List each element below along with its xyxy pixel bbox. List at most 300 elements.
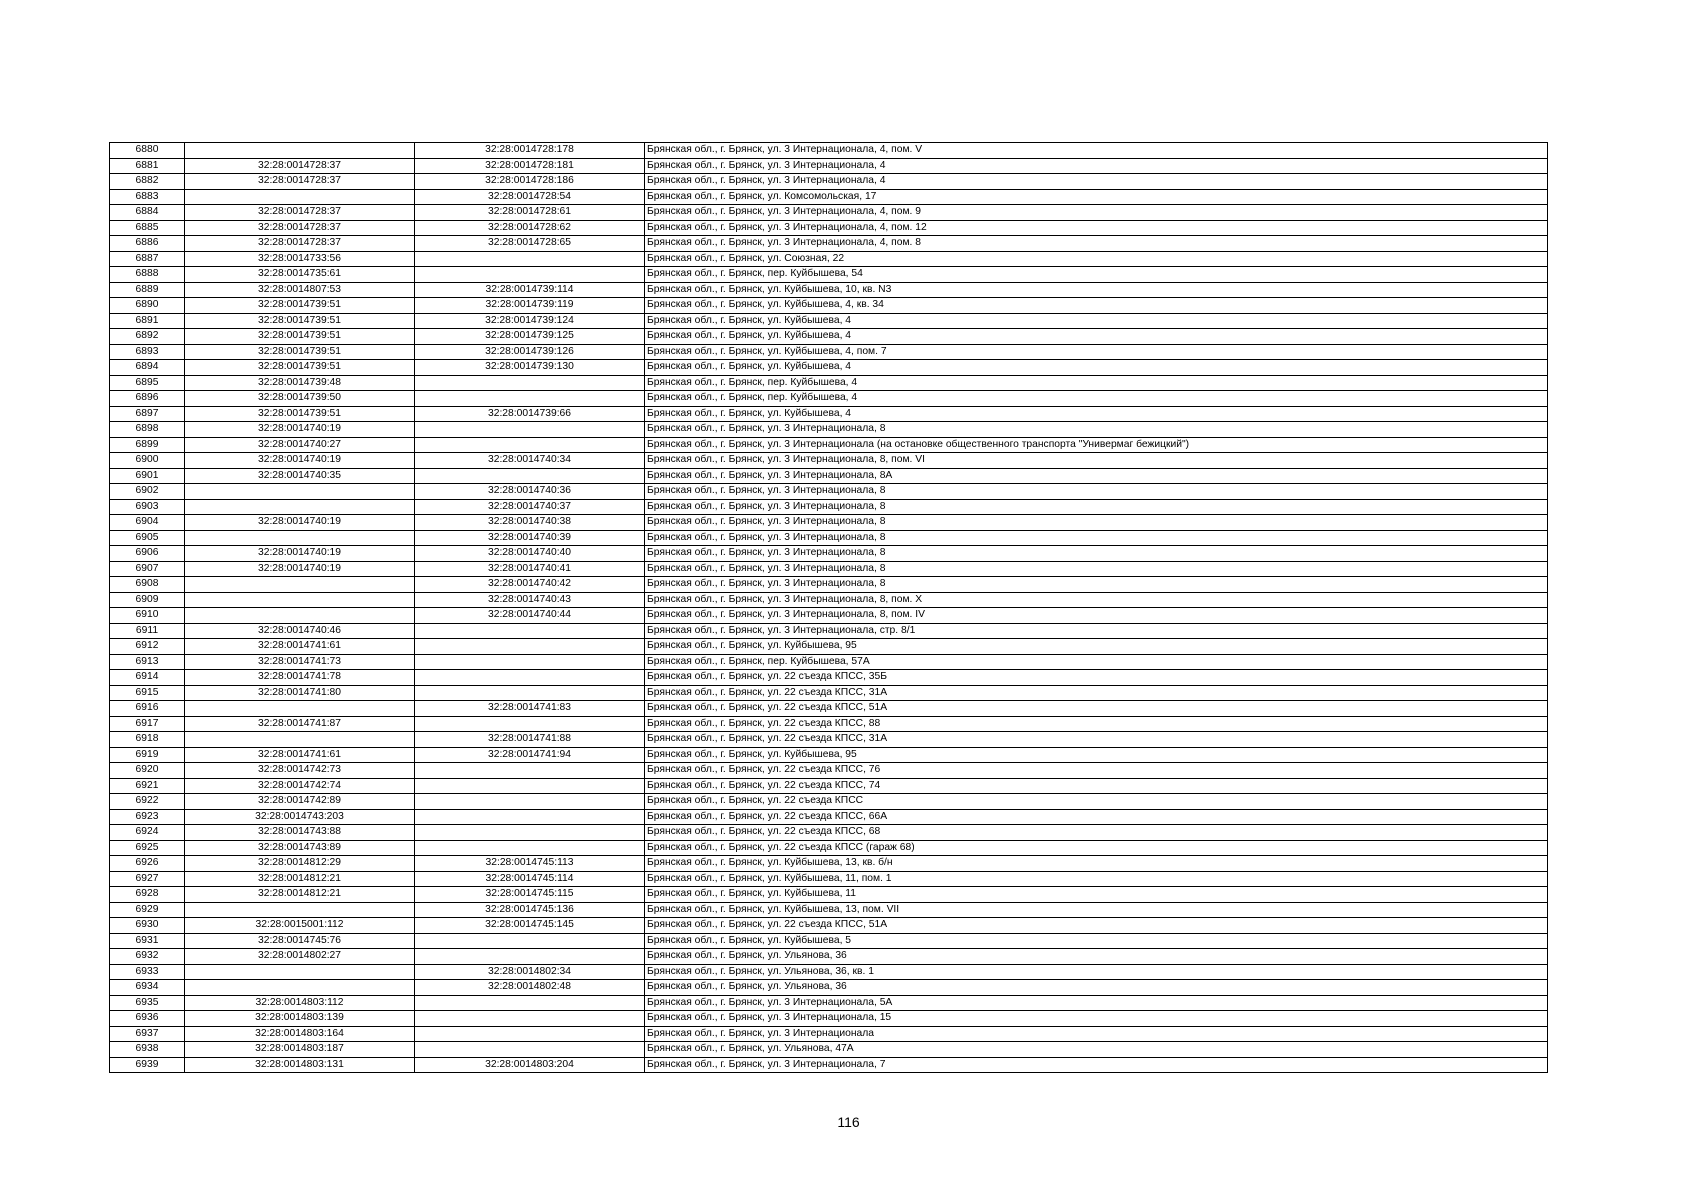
address-cell: Брянская обл., г. Брянск, ул. 3 Интернационала, 8 bbox=[645, 422, 1548, 438]
parent-cadastral-number-cell bbox=[185, 964, 415, 980]
parent-cadastral-number-cell: 32:28:0014742:73 bbox=[185, 763, 415, 779]
table-row bbox=[110, 980, 1548, 996]
table-row bbox=[110, 918, 1548, 934]
table-row bbox=[110, 701, 1548, 717]
parent-cadastral-number-cell: 32:28:0014807:53 bbox=[185, 282, 415, 298]
row-number-cell: 6928 bbox=[110, 887, 185, 903]
table-row bbox=[110, 546, 1548, 562]
cadastral-number-cell: 32:28:0014740:42 bbox=[415, 577, 645, 593]
table-row bbox=[110, 732, 1548, 748]
row-number-cell: 6888 bbox=[110, 267, 185, 283]
parent-cadastral-number-cell: 32:28:0014739:51 bbox=[185, 406, 415, 422]
table-row bbox=[110, 1042, 1548, 1058]
row-number-cell: 6924 bbox=[110, 825, 185, 841]
address-cell: Брянская обл., г. Брянск, ул. 3 Интернационала, 4 bbox=[645, 158, 1548, 174]
row-number-cell: 6903 bbox=[110, 499, 185, 515]
cadastral-number-cell: 32:28:0014739:119 bbox=[415, 298, 645, 314]
table-row bbox=[110, 825, 1548, 841]
row-number-cell: 6885 bbox=[110, 220, 185, 236]
parent-cadastral-number-cell: 32:28:0014740:19 bbox=[185, 515, 415, 531]
cadastral-number-cell bbox=[415, 933, 645, 949]
address-cell: Брянская обл., г. Брянск, ул. 3 Интернационала, 8, пом. VI bbox=[645, 453, 1548, 469]
page-number: 116 bbox=[837, 1114, 860, 1130]
address-cell: Брянская обл., г. Брянск, ул. 3 Интернационала, 4, пом. 12 bbox=[645, 220, 1548, 236]
cadastral-number-cell: 32:28:0014802:48 bbox=[415, 980, 645, 996]
cadastral-number-cell bbox=[415, 716, 645, 732]
cadastral-number-cell: 32:28:0014741:83 bbox=[415, 701, 645, 717]
address-cell: Брянская обл., г. Брянск, ул. Ульянова, 36 bbox=[645, 980, 1548, 996]
address-cell: Брянская обл., г. Брянск, ул. 3 Интернационала, 4, пом. V bbox=[645, 143, 1548, 159]
row-number-cell: 6899 bbox=[110, 437, 185, 453]
cadastral-number-cell: 32:28:0014739:124 bbox=[415, 313, 645, 329]
parent-cadastral-number-cell bbox=[185, 530, 415, 546]
address-cell: Брянская обл., г. Брянск, ул. 3 Интернационала, 4 bbox=[645, 174, 1548, 190]
address-cell: Брянская обл., г. Брянск, ул. 3 Интернационала, 15 bbox=[645, 1011, 1548, 1027]
cadastral-number-cell: 32:28:0014728:181 bbox=[415, 158, 645, 174]
table-row bbox=[110, 499, 1548, 515]
parent-cadastral-number-cell bbox=[185, 732, 415, 748]
address-cell: Брянская обл., г. Брянск, ул. Куйбышева, 10, кв. N3 bbox=[645, 282, 1548, 298]
cadastral-number-cell bbox=[415, 778, 645, 794]
address-cell: Брянская обл., г. Брянск, ул. 3 Интернационала, 8 bbox=[645, 577, 1548, 593]
parent-cadastral-number-cell: 32:28:0014742:89 bbox=[185, 794, 415, 810]
table-row bbox=[110, 747, 1548, 763]
parent-cadastral-number-cell: 32:28:0014802:27 bbox=[185, 949, 415, 965]
table-row bbox=[110, 530, 1548, 546]
row-number-cell: 6893 bbox=[110, 344, 185, 360]
table-row bbox=[110, 685, 1548, 701]
address-cell: Брянская обл., г. Брянск, ул. 22 съезда КПСС, 88 bbox=[645, 716, 1548, 732]
parent-cadastral-number-cell bbox=[185, 499, 415, 515]
address-cell: Брянская обл., г. Брянск, ул. 22 съезда КПСС, 31А bbox=[645, 685, 1548, 701]
table-row bbox=[110, 329, 1548, 345]
parent-cadastral-number-cell: 32:28:0014739:51 bbox=[185, 329, 415, 345]
parent-cadastral-number-cell: 32:28:0015001:112 bbox=[185, 918, 415, 934]
address-cell: Брянская обл., г. Брянск, ул. 22 съезда КПСС, 31А bbox=[645, 732, 1548, 748]
cadastral-number-cell bbox=[415, 763, 645, 779]
parent-cadastral-number-cell bbox=[185, 484, 415, 500]
cadastral-number-cell bbox=[415, 422, 645, 438]
row-number-cell: 6900 bbox=[110, 453, 185, 469]
parent-cadastral-number-cell: 32:28:0014740:35 bbox=[185, 468, 415, 484]
cadastral-number-cell: 32:28:0014740:43 bbox=[415, 592, 645, 608]
table-row bbox=[110, 158, 1548, 174]
cadastral-number-cell: 32:28:0014745:145 bbox=[415, 918, 645, 934]
row-number-cell: 6939 bbox=[110, 1057, 185, 1073]
table-row bbox=[110, 887, 1548, 903]
row-number-cell: 6926 bbox=[110, 856, 185, 872]
table-row bbox=[110, 561, 1548, 577]
parent-cadastral-number-cell: 32:28:0014803:187 bbox=[185, 1042, 415, 1058]
parent-cadastral-number-cell: 32:28:0014741:61 bbox=[185, 639, 415, 655]
table-row bbox=[110, 468, 1548, 484]
row-number-cell: 6892 bbox=[110, 329, 185, 345]
row-number-cell: 6932 bbox=[110, 949, 185, 965]
address-cell: Брянская обл., г. Брянск, ул. 3 Интернационала, 4, пом. 8 bbox=[645, 236, 1548, 252]
cadastral-number-cell bbox=[415, 1042, 645, 1058]
parent-cadastral-number-cell: 32:28:0014741:87 bbox=[185, 716, 415, 732]
address-cell: Брянская обл., г. Брянск, ул. Куйбышева, 4 bbox=[645, 329, 1548, 345]
cadastral-number-cell bbox=[415, 468, 645, 484]
address-cell: Брянская обл., г. Брянск, ул. Ульянова, 47А bbox=[645, 1042, 1548, 1058]
row-number-cell: 6925 bbox=[110, 840, 185, 856]
cadastral-number-cell bbox=[415, 639, 645, 655]
table-row bbox=[110, 406, 1548, 422]
table-row bbox=[110, 236, 1548, 252]
cadastral-number-cell: 32:28:0014741:88 bbox=[415, 732, 645, 748]
table-row bbox=[110, 639, 1548, 655]
parent-cadastral-number-cell: 32:28:0014739:51 bbox=[185, 298, 415, 314]
parent-cadastral-number-cell: 32:28:0014740:19 bbox=[185, 422, 415, 438]
address-cell: Брянская обл., г. Брянск, ул. Куйбышева, 4 bbox=[645, 313, 1548, 329]
parent-cadastral-number-cell: 32:28:0014740:46 bbox=[185, 623, 415, 639]
cadastral-number-cell: 32:28:0014728:61 bbox=[415, 205, 645, 221]
address-cell: Брянская обл., г. Брянск, ул. 22 съезда КПСС, 66А bbox=[645, 809, 1548, 825]
address-cell: Брянская обл., г. Брянск, ул. Куйбышева, 4, кв. 34 bbox=[645, 298, 1548, 314]
row-number-cell: 6931 bbox=[110, 933, 185, 949]
row-number-cell: 6922 bbox=[110, 794, 185, 810]
table-row bbox=[110, 763, 1548, 779]
row-number-cell: 6930 bbox=[110, 918, 185, 934]
row-number-cell: 6938 bbox=[110, 1042, 185, 1058]
cadastral-number-cell bbox=[415, 995, 645, 1011]
parent-cadastral-number-cell: 32:28:0014812:29 bbox=[185, 856, 415, 872]
table-row bbox=[110, 933, 1548, 949]
address-cell: Брянская обл., г. Брянск, ул. Комсомольская, 17 bbox=[645, 189, 1548, 205]
address-cell: Брянская обл., г. Брянск, ул. 3 Интернационала, стр. 8/1 bbox=[645, 623, 1548, 639]
parent-cadastral-number-cell: 32:28:0014739:51 bbox=[185, 344, 415, 360]
cadastral-number-cell: 32:28:0014728:65 bbox=[415, 236, 645, 252]
table-row bbox=[110, 809, 1548, 825]
parent-cadastral-number-cell: 32:28:0014739:51 bbox=[185, 360, 415, 376]
row-number-cell: 6881 bbox=[110, 158, 185, 174]
row-number-cell: 6882 bbox=[110, 174, 185, 190]
row-number-cell: 6891 bbox=[110, 313, 185, 329]
row-number-cell: 6895 bbox=[110, 375, 185, 391]
address-cell: Брянская обл., г. Брянск, ул. 3 Интернационала, 8 bbox=[645, 530, 1548, 546]
parent-cadastral-number-cell bbox=[185, 189, 415, 205]
parent-cadastral-number-cell: 32:28:0014740:19 bbox=[185, 546, 415, 562]
cadastral-number-cell: 32:28:0014740:37 bbox=[415, 499, 645, 515]
parent-cadastral-number-cell: 32:28:0014740:19 bbox=[185, 453, 415, 469]
cadastral-number-cell: 32:28:0014745:114 bbox=[415, 871, 645, 887]
table-row bbox=[110, 654, 1548, 670]
cadastral-number-cell: 32:28:0014740:40 bbox=[415, 546, 645, 562]
cadastral-number-cell: 32:28:0014740:41 bbox=[415, 561, 645, 577]
table-row bbox=[110, 143, 1548, 159]
row-number-cell: 6883 bbox=[110, 189, 185, 205]
parent-cadastral-number-cell: 32:28:0014803:112 bbox=[185, 995, 415, 1011]
address-cell: Брянская обл., г. Брянск, ул. Куйбышева, 13, пом. VII bbox=[645, 902, 1548, 918]
row-number-cell: 6912 bbox=[110, 639, 185, 655]
row-number-cell: 6937 bbox=[110, 1026, 185, 1042]
parent-cadastral-number-cell: 32:28:0014741:73 bbox=[185, 654, 415, 670]
address-cell: Брянская обл., г. Брянск, ул. 3 Интернационала, 4, пом. 9 bbox=[645, 205, 1548, 221]
table-row bbox=[110, 437, 1548, 453]
row-number-cell: 6890 bbox=[110, 298, 185, 314]
parent-cadastral-number-cell: 32:28:0014739:48 bbox=[185, 375, 415, 391]
table-row bbox=[110, 375, 1548, 391]
property-table bbox=[109, 142, 1548, 1073]
cadastral-number-cell: 32:28:0014745:115 bbox=[415, 887, 645, 903]
row-number-cell: 6921 bbox=[110, 778, 185, 794]
address-cell: Брянская обл., г. Брянск, ул. Куйбышева, 95 bbox=[645, 639, 1548, 655]
address-cell: Брянская обл., г. Брянск, пер. Куйбышева, 54 bbox=[645, 267, 1548, 283]
address-cell: Брянская обл., г. Брянск, ул. Союзная, 22 bbox=[645, 251, 1548, 267]
row-number-cell: 6910 bbox=[110, 608, 185, 624]
row-number-cell: 6886 bbox=[110, 236, 185, 252]
property-table-body bbox=[110, 143, 1548, 1073]
address-cell: Брянская обл., г. Брянск, ул. 22 съезда КПСС, 74 bbox=[645, 778, 1548, 794]
address-cell: Брянская обл., г. Брянск, пер. Куйбышева, 4 bbox=[645, 391, 1548, 407]
table-row bbox=[110, 267, 1548, 283]
table-row bbox=[110, 391, 1548, 407]
cadastral-number-cell: 32:28:0014740:34 bbox=[415, 453, 645, 469]
table-row bbox=[110, 453, 1548, 469]
address-cell: Брянская обл., г. Брянск, ул. Ульянова, 36 bbox=[645, 949, 1548, 965]
row-number-cell: 6906 bbox=[110, 546, 185, 562]
table-row bbox=[110, 840, 1548, 856]
parent-cadastral-number-cell bbox=[185, 980, 415, 996]
row-number-cell: 6914 bbox=[110, 670, 185, 686]
row-number-cell: 6936 bbox=[110, 1011, 185, 1027]
row-number-cell: 6918 bbox=[110, 732, 185, 748]
address-cell: Брянская обл., г. Брянск, ул. Куйбышева, 13, кв. б/н bbox=[645, 856, 1548, 872]
address-cell: Брянская обл., г. Брянск, ул. Куйбышева, 5 bbox=[645, 933, 1548, 949]
cadastral-number-cell bbox=[415, 1011, 645, 1027]
parent-cadastral-number-cell: 32:28:0014739:51 bbox=[185, 313, 415, 329]
table-row bbox=[110, 623, 1548, 639]
address-cell: Брянская обл., г. Брянск, ул. 3 Интернационала, 8 bbox=[645, 515, 1548, 531]
cadastral-number-cell bbox=[415, 623, 645, 639]
row-number-cell: 6929 bbox=[110, 902, 185, 918]
parent-cadastral-number-cell: 32:28:0014743:88 bbox=[185, 825, 415, 841]
row-number-cell: 6934 bbox=[110, 980, 185, 996]
table-row bbox=[110, 592, 1548, 608]
table-row bbox=[110, 282, 1548, 298]
cadastral-number-cell: 32:28:0014739:114 bbox=[415, 282, 645, 298]
address-cell: Брянская обл., г. Брянск, ул. 3 Интернационала, 7 bbox=[645, 1057, 1548, 1073]
parent-cadastral-number-cell: 32:28:0014803:131 bbox=[185, 1057, 415, 1073]
cadastral-number-cell: 32:28:0014728:62 bbox=[415, 220, 645, 236]
row-number-cell: 6916 bbox=[110, 701, 185, 717]
table-row bbox=[110, 251, 1548, 267]
table-row bbox=[110, 220, 1548, 236]
row-number-cell: 6901 bbox=[110, 468, 185, 484]
cadastral-number-cell: 32:28:0014728:186 bbox=[415, 174, 645, 190]
cadastral-number-cell bbox=[415, 685, 645, 701]
address-cell: Брянская обл., г. Брянск, ул. Куйбышева, 4, пом. 7 bbox=[645, 344, 1548, 360]
table-row bbox=[110, 856, 1548, 872]
cadastral-number-cell: 32:28:0014740:38 bbox=[415, 515, 645, 531]
row-number-cell: 6904 bbox=[110, 515, 185, 531]
address-cell: Брянская обл., г. Брянск, ул. 3 Интернационала, 5А bbox=[645, 995, 1548, 1011]
address-cell: Брянская обл., г. Брянск, ул. 22 съезда КПСС, 68 bbox=[645, 825, 1548, 841]
address-cell: Брянская обл., г. Брянск, ул. Куйбышева, 11 bbox=[645, 887, 1548, 903]
table-row bbox=[110, 577, 1548, 593]
table-row bbox=[110, 313, 1548, 329]
row-number-cell: 6909 bbox=[110, 592, 185, 608]
row-number-cell: 6887 bbox=[110, 251, 185, 267]
parent-cadastral-number-cell bbox=[185, 902, 415, 918]
parent-cadastral-number-cell: 32:28:0014743:89 bbox=[185, 840, 415, 856]
parent-cadastral-number-cell bbox=[185, 608, 415, 624]
address-cell: Брянская обл., г. Брянск, ул. Ульянова, 36, кв. 1 bbox=[645, 964, 1548, 980]
row-number-cell: 6923 bbox=[110, 809, 185, 825]
row-number-cell: 6889 bbox=[110, 282, 185, 298]
row-number-cell: 6894 bbox=[110, 360, 185, 376]
table-row bbox=[110, 964, 1548, 980]
parent-cadastral-number-cell bbox=[185, 592, 415, 608]
address-cell: Брянская обл., г. Брянск, ул. 3 Интернационала bbox=[645, 1026, 1548, 1042]
cadastral-number-cell: 32:28:0014739:66 bbox=[415, 406, 645, 422]
parent-cadastral-number-cell: 32:28:0014740:19 bbox=[185, 561, 415, 577]
cadastral-number-cell: 32:28:0014802:34 bbox=[415, 964, 645, 980]
row-number-cell: 6898 bbox=[110, 422, 185, 438]
table-row bbox=[110, 949, 1548, 965]
address-cell: Брянская обл., г. Брянск, пер. Куйбышева, 4 bbox=[645, 375, 1548, 391]
parent-cadastral-number-cell: 32:28:0014735:61 bbox=[185, 267, 415, 283]
cadastral-number-cell: 32:28:0014740:44 bbox=[415, 608, 645, 624]
cadastral-number-cell bbox=[415, 670, 645, 686]
row-number-cell: 6935 bbox=[110, 995, 185, 1011]
cadastral-number-cell: 32:28:0014740:36 bbox=[415, 484, 645, 500]
table-row bbox=[110, 344, 1548, 360]
address-cell: Брянская обл., г. Брянск, ул. Куйбышева, 11, пом. 1 bbox=[645, 871, 1548, 887]
address-cell: Брянская обл., г. Брянск, ул. 3 Интернационала, 8 bbox=[645, 484, 1548, 500]
cadastral-number-cell bbox=[415, 794, 645, 810]
address-cell: Брянская обл., г. Брянск, ул. 22 съезда КПСС, 51А bbox=[645, 918, 1548, 934]
cadastral-number-cell: 32:28:0014728:178 bbox=[415, 143, 645, 159]
table-row bbox=[110, 484, 1548, 500]
parent-cadastral-number-cell: 32:28:0014728:37 bbox=[185, 220, 415, 236]
table-row bbox=[110, 794, 1548, 810]
row-number-cell: 6919 bbox=[110, 747, 185, 763]
address-cell: Брянская обл., г. Брянск, ул. 22 съезда КПСС, 35Б bbox=[645, 670, 1548, 686]
cadastral-number-cell: 32:28:0014739:126 bbox=[415, 344, 645, 360]
address-cell: Брянская обл., г. Брянск, ул. 3 Интернационала, 8, пом. IV bbox=[645, 608, 1548, 624]
cadastral-number-cell bbox=[415, 251, 645, 267]
cadastral-number-cell bbox=[415, 825, 645, 841]
table-row bbox=[110, 515, 1548, 531]
address-cell: Брянская обл., г. Брянск, ул. 22 съезда КПСС, 76 bbox=[645, 763, 1548, 779]
address-cell: Брянская обл., г. Брянск, ул. 22 съезда КПСС, 51А bbox=[645, 701, 1548, 717]
address-cell: Брянская обл., г. Брянск, ул. 22 съезда КПСС (гараж 68) bbox=[645, 840, 1548, 856]
table-row bbox=[110, 902, 1548, 918]
cadastral-number-cell: 32:28:0014740:39 bbox=[415, 530, 645, 546]
cadastral-number-cell: 32:28:0014803:204 bbox=[415, 1057, 645, 1073]
cadastral-number-cell bbox=[415, 949, 645, 965]
address-cell: Брянская обл., г. Брянск, ул. Куйбышева, 4 bbox=[645, 406, 1548, 422]
parent-cadastral-number-cell: 32:28:0014742:74 bbox=[185, 778, 415, 794]
cadastral-number-cell bbox=[415, 1026, 645, 1042]
table-row bbox=[110, 871, 1548, 887]
parent-cadastral-number-cell bbox=[185, 143, 415, 159]
address-cell: Брянская обл., г. Брянск, ул. Куйбышева, 95 bbox=[645, 747, 1548, 763]
cadastral-number-cell bbox=[415, 391, 645, 407]
table-row bbox=[110, 360, 1548, 376]
table-row bbox=[110, 778, 1548, 794]
row-number-cell: 6896 bbox=[110, 391, 185, 407]
address-cell: Брянская обл., г. Брянск, ул. 3 Интернационала, 8 bbox=[645, 546, 1548, 562]
address-cell: Брянская обл., г. Брянск, ул. Куйбышева, 4 bbox=[645, 360, 1548, 376]
row-number-cell: 6915 bbox=[110, 685, 185, 701]
parent-cadastral-number-cell: 32:28:0014741:78 bbox=[185, 670, 415, 686]
table-row bbox=[110, 1011, 1548, 1027]
address-cell: Брянская обл., г. Брянск, ул. 3 Интернационала, 8 bbox=[645, 499, 1548, 515]
parent-cadastral-number-cell: 32:28:0014728:37 bbox=[185, 158, 415, 174]
parent-cadastral-number-cell: 32:28:0014803:164 bbox=[185, 1026, 415, 1042]
row-number-cell: 6905 bbox=[110, 530, 185, 546]
parent-cadastral-number-cell: 32:28:0014728:37 bbox=[185, 174, 415, 190]
address-cell: Брянская обл., г. Брянск, ул. 3 Интернационала (на остановке общественного транспорта "Универмаг бежицкий") bbox=[645, 437, 1548, 453]
row-number-cell: 6897 bbox=[110, 406, 185, 422]
table-row bbox=[110, 1057, 1548, 1073]
cadastral-number-cell bbox=[415, 375, 645, 391]
address-cell: Брянская обл., г. Брянск, ул. 22 съезда КПСС bbox=[645, 794, 1548, 810]
cadastral-number-cell bbox=[415, 809, 645, 825]
row-number-cell: 6933 bbox=[110, 964, 185, 980]
table-row bbox=[110, 205, 1548, 221]
cadastral-number-cell: 32:28:0014745:136 bbox=[415, 902, 645, 918]
row-number-cell: 6884 bbox=[110, 205, 185, 221]
cadastral-number-cell: 32:28:0014741:94 bbox=[415, 747, 645, 763]
parent-cadastral-number-cell: 32:28:0014733:56 bbox=[185, 251, 415, 267]
table-row bbox=[110, 189, 1548, 205]
table-row bbox=[110, 670, 1548, 686]
address-cell: Брянская обл., г. Брянск, ул. 3 Интернационала, 8, пом. X bbox=[645, 592, 1548, 608]
parent-cadastral-number-cell: 32:28:0014728:37 bbox=[185, 236, 415, 252]
cadastral-number-cell: 32:28:0014739:130 bbox=[415, 360, 645, 376]
parent-cadastral-number-cell: 32:28:0014803:139 bbox=[185, 1011, 415, 1027]
cadastral-number-cell bbox=[415, 654, 645, 670]
row-number-cell: 6911 bbox=[110, 623, 185, 639]
parent-cadastral-number-cell: 32:28:0014741:80 bbox=[185, 685, 415, 701]
table-row bbox=[110, 995, 1548, 1011]
row-number-cell: 6908 bbox=[110, 577, 185, 593]
row-number-cell: 6907 bbox=[110, 561, 185, 577]
cadastral-number-cell: 32:28:0014745:113 bbox=[415, 856, 645, 872]
parent-cadastral-number-cell: 32:28:0014812:21 bbox=[185, 887, 415, 903]
row-number-cell: 6920 bbox=[110, 763, 185, 779]
parent-cadastral-number-cell bbox=[185, 701, 415, 717]
row-number-cell: 6917 bbox=[110, 716, 185, 732]
row-number-cell: 6913 bbox=[110, 654, 185, 670]
parent-cadastral-number-cell: 32:28:0014745:76 bbox=[185, 933, 415, 949]
table-row bbox=[110, 1026, 1548, 1042]
address-cell: Брянская обл., г. Брянск, ул. 3 Интернационала, 8А bbox=[645, 468, 1548, 484]
cadastral-number-cell bbox=[415, 437, 645, 453]
parent-cadastral-number-cell: 32:28:0014739:50 bbox=[185, 391, 415, 407]
table-row bbox=[110, 608, 1548, 624]
table-row bbox=[110, 174, 1548, 190]
cadastral-number-cell bbox=[415, 840, 645, 856]
row-number-cell: 6880 bbox=[110, 143, 185, 159]
cadastral-number-cell bbox=[415, 267, 645, 283]
cadastral-number-cell: 32:28:0014739:125 bbox=[415, 329, 645, 345]
parent-cadastral-number-cell bbox=[185, 577, 415, 593]
address-cell: Брянская обл., г. Брянск, пер. Куйбышева, 57А bbox=[645, 654, 1548, 670]
table-row bbox=[110, 422, 1548, 438]
table-row bbox=[110, 716, 1548, 732]
table-row bbox=[110, 298, 1548, 314]
parent-cadastral-number-cell: 32:28:0014743:203 bbox=[185, 809, 415, 825]
row-number-cell: 6902 bbox=[110, 484, 185, 500]
parent-cadastral-number-cell: 32:28:0014728:37 bbox=[185, 205, 415, 221]
parent-cadastral-number-cell: 32:28:0014740:27 bbox=[185, 437, 415, 453]
parent-cadastral-number-cell: 32:28:0014741:61 bbox=[185, 747, 415, 763]
parent-cadastral-number-cell: 32:28:0014812:21 bbox=[185, 871, 415, 887]
